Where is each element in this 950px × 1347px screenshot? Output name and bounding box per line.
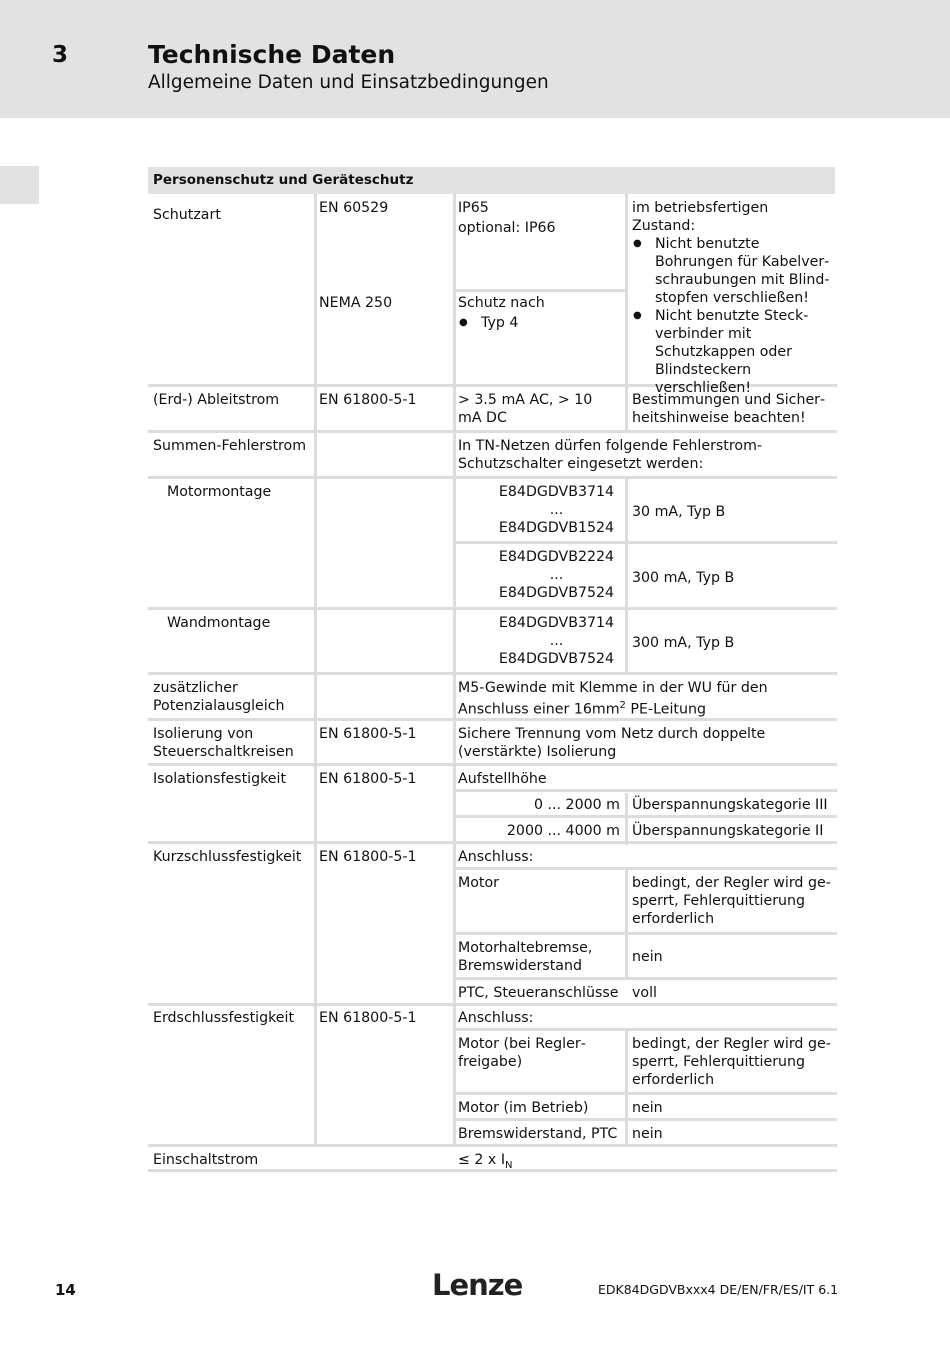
table-section-header: Personenschutz und Geräteschutz [148, 167, 835, 194]
kurzschluss-anschluss-2: Motorhaltebremse, Bremswiderstand [458, 940, 593, 974]
row-label-einschaltstrom: Einschaltstrom [153, 1152, 259, 1168]
potenzial-text: M5-Gewinde mit Klemme in der WU für den Anschluss einer 16mm [458, 680, 768, 718]
motormontage-value-1: 30 mA, Typ B [632, 504, 726, 520]
hoehe-2: 2000 ... 4000 m [506, 823, 620, 839]
kurzschluss-anschluss-label: Anschluss: [458, 849, 534, 865]
kurzschluss-wert-2: nein [632, 949, 663, 965]
nema-value [453, 291, 625, 335]
potenzial-value [453, 676, 793, 722]
side-tab-marker [0, 166, 39, 204]
kategorie-2: Überspannungskategorie II [632, 823, 824, 839]
kurzschluss-wert-3: voll [632, 985, 657, 1001]
row-label-erdschlussfestigkeit: Erdschlussfestigkeit [153, 1010, 295, 1026]
motormontage-range-2 [453, 545, 625, 605]
range-3-to: E84DGDVB7524 [498, 651, 615, 667]
erdschluss-anschluss-1: Motor (bei Reglerfreigabe) [458, 1036, 586, 1070]
ip65-text: IP65 [458, 200, 489, 216]
summen-value: In TN-Netzen dürfen folgende Fehlerstrom-Schutzschalter eingesetzt werden: [458, 438, 763, 472]
erdschluss-wert-1: bedingt, der Regler wird gesperrt, Fehlerquittierung erforderlich [632, 1036, 831, 1088]
note-bullet-steckverbinder: ● Nicht benutzte Steckverbinder mit Schutzkappen oder Blindsteckern verschließen! [632, 307, 832, 397]
range-2-to: E84DGDVB7524 [498, 585, 615, 601]
einschaltstrom-value [453, 1148, 653, 1178]
lenze-logo: Lenze [432, 1268, 523, 1302]
erdschluss-anschluss-2: Motor (im Betrieb) [458, 1100, 589, 1116]
aufstellhoehe-label: Aufstellhöhe [458, 771, 547, 787]
range-2-from: E84DGDVB2224 [498, 549, 615, 565]
isolierung-std: EN 61800-5-1 [319, 726, 417, 742]
range-3-dots: ... [549, 633, 564, 649]
kurzschluss-anschluss-1: Motor [458, 875, 499, 891]
chapter-title: Technische Daten [148, 40, 396, 69]
erdschluss-std: EN 61800-5-1 [319, 1010, 417, 1026]
chapter-header [0, 0, 950, 118]
motormontage-range-1 [453, 480, 625, 540]
range-2-dots: ... [549, 567, 564, 583]
row-label-isolationsfestigkeit: Isolationsfestigkeit [153, 771, 287, 787]
kurzschluss-wert-1: bedingt, der Regler wird gesperrt, Fehlerquittierung erforderlich [632, 875, 831, 927]
wandmontage-value: 300 mA, Typ B [632, 635, 735, 651]
kurzschluss-std: EN 61800-5-1 [319, 849, 417, 865]
erdschluss-wert-2: nein [632, 1100, 663, 1116]
label-motormontage: Motormontage [167, 484, 272, 500]
erdschluss-anschluss-3: Bremswiderstand, PTC [458, 1126, 618, 1142]
std-nema250: NEMA 250 [319, 295, 393, 311]
row-label-summen-fehlerstrom: Summen-Fehlerstrom [153, 438, 307, 454]
kategorie-1: Überspannungskategorie III [632, 797, 828, 813]
kurzschluss-anschluss-3: PTC, Steueranschlüsse [458, 985, 619, 1001]
chapter-number: 3 [52, 42, 69, 68]
schutz-nach-text: Schutz nach [458, 295, 545, 311]
row-label-isolierung: Isolierung von Steuerschaltkreisen [153, 726, 294, 760]
ableitstrom-std: EN 61800-5-1 [319, 392, 417, 408]
erdschluss-anschluss-label: Anschluss: [458, 1010, 534, 1026]
einschalt-subscript: N [505, 1159, 513, 1171]
note-bullet-bohrungen: ● Nicht benutzte Bohrungen für Kabelverschraubungen mit Blindstopfen verschließen! [632, 235, 832, 307]
row-label-kurzschlussfestigkeit: Kurzschlussfestigkeit [153, 849, 302, 865]
document-id: EDK84DGDVBxxx4 DE/EN/FR/ES/IT 6.1 [598, 1282, 839, 1297]
std-en60529: EN 60529 [319, 200, 389, 216]
ableitstrom-value: > 3.5 mA AC, > 10 mA DC [458, 392, 593, 426]
range-1-dots: ... [549, 502, 564, 518]
ableitstrom-note: Bestimmungen und Sicherheitshinweise beachten! [632, 392, 826, 426]
hoehe-1: 0 ... 2000 m [533, 797, 620, 813]
motormontage-value-2: 300 mA, Typ B [632, 570, 735, 586]
wandmontage-range [453, 611, 625, 671]
typ4-bullet: ● Typ 4 [458, 314, 620, 332]
isolierung-value: Sichere Trennung vom Netz durch doppelte (verstärkte) Isolierung [458, 726, 766, 760]
range-3-from: E84DGDVB3714 [498, 615, 615, 631]
potenzial-superscript: 2 [619, 700, 626, 711]
range-1-to: E84DGDVB1524 [498, 520, 615, 536]
ip-value [453, 196, 625, 240]
range-1-from: E84DGDVB3714 [498, 484, 615, 500]
schutzart-note [627, 196, 837, 400]
note-intro: im betriebsfertigen Zustand: [632, 200, 769, 234]
page-number: 14 [55, 1281, 76, 1299]
row-label-potenzialausgleich: zusätzlicher Potenzialausgleich [153, 680, 285, 714]
einschalt-text: ≤ 2 x I [458, 1152, 506, 1168]
potenzial-text-end: PE-Leitung [625, 701, 706, 718]
chapter-subtitle: Allgemeine Daten und Einsatzbedingungen [148, 72, 549, 93]
spec-table [148, 167, 837, 1171]
isolationsfestigkeit-std: EN 61800-5-1 [319, 771, 417, 787]
erdschluss-wert-3: nein [632, 1126, 663, 1142]
row-label-ableitstrom: (Erd-) Ableitstrom [153, 392, 280, 408]
row-label-schutzart: Schutzart [153, 207, 221, 223]
ip66-text: optional: IP66 [458, 220, 556, 236]
label-wandmontage: Wandmontage [167, 615, 271, 631]
